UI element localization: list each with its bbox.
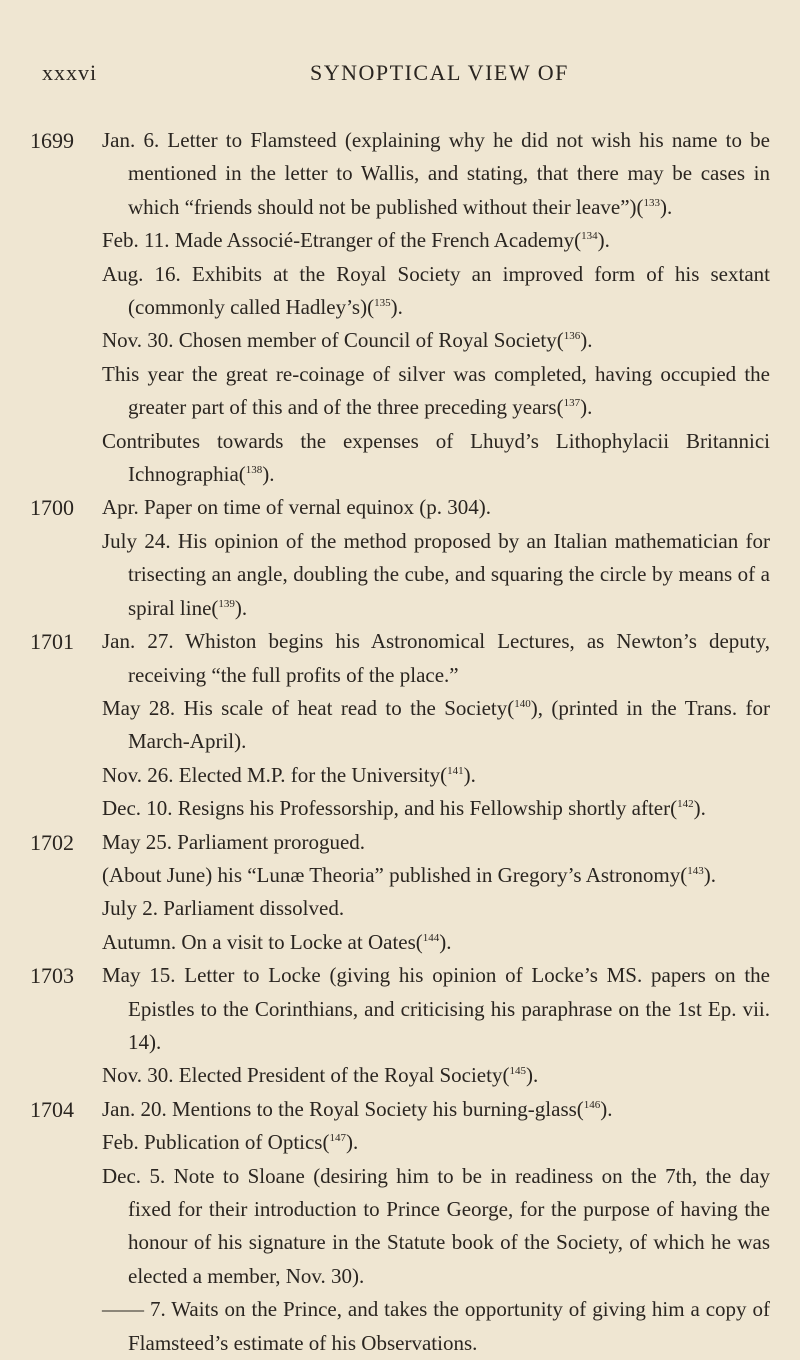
entry-text: —— 7. Waits on the Prince, and takes the opportunity of giving him a copy of Flamsteed’s estimate of his Observations.: [102, 1297, 770, 1355]
chronology-entry: Feb. Publication of Optics($^{147}$).: [102, 1130, 359, 1155]
entry-text: (About June) his “Lunæ Theoria” published in Gregory’s Astronomy: [102, 862, 681, 887]
year-label: 1701: [30, 629, 74, 655]
page-header: [0, 60, 800, 90]
chronology-entry: Contributes towards the expenses of Lhuyd’s Lithophylacii Britannici Ichnographia($^{138}$).: [102, 428, 770, 487]
chronology-body: [0, 124, 800, 1360]
entry-text: July 24. His opinion of the method proposed by an Italian mathematician for trisecting an angle, doubling the cube, and squaring the circle by means of a spiral line: [102, 528, 770, 620]
footnote-ref: 145: [509, 1065, 526, 1078]
chronology-entry: [102, 1293, 770, 1360]
chronology-entry: Dec. 10. Resigns his Professorship, and his Fellowship shortly after($^{142}$).: [102, 796, 706, 821]
chronology-entry: Jan. 6. Letter to Flamsteed (explaining why he did not wish his name to be mentioned in the letter to Wallis, and stating, that there may be cases in which “friends should not be published without their leave”)($^{133}$).: [102, 128, 770, 219]
footnote-ref: 144: [422, 931, 440, 944]
entry-tail: .: [587, 395, 593, 420]
entry-text: Jan. 20. Mentions to the Royal Society his burning-glass: [102, 1096, 577, 1121]
entry-tail: .: [607, 1096, 613, 1121]
footnote-ref: 135: [374, 297, 391, 310]
year-label: 1703: [30, 963, 74, 989]
entry-tail: .: [446, 929, 452, 954]
chronology-entry: [102, 625, 770, 692]
entry-tail: .: [269, 462, 275, 487]
chronology-entry: Aug. 16. Exhibits at the Royal Society an improved form of his sextant (commonly called Hadley’s)($^{135}$).: [102, 261, 770, 320]
chronology-entry: [102, 1160, 770, 1294]
chronology-entry: This year the great re-coinage of silver was completed, having occupied the greater part of this and of the three preceding years($^{137}$).: [102, 361, 770, 420]
entry-tail: .: [667, 194, 673, 219]
chronology-entry: [102, 892, 770, 925]
chronology-entry: [102, 826, 770, 859]
chronology-entry: Nov. 30. Chosen member of Council of Royal Society($^{136}$).: [102, 328, 593, 353]
entry-tail: .: [352, 1130, 359, 1155]
entry-text: Nov. 30. Elected President of the Royal Society: [102, 1063, 503, 1088]
chronology-entry: Jan. 20. Mentions to the Royal Society his burning-glass($^{146}$).: [102, 1096, 613, 1121]
footnote-ref: 147: [329, 1132, 346, 1145]
footnote-ref: 136: [563, 330, 581, 343]
footnote-ref: 141: [447, 764, 464, 777]
entry-list: [102, 491, 770, 625]
entry-list: [102, 1093, 770, 1360]
chronology-entry: Nov. 26. Elected M.P. for the University($^{141}$).: [102, 762, 476, 787]
entry-text: Contributes towards the expenses of Lhuyd’s Lithophylacii Britannici Ichnographia: [102, 428, 770, 487]
entry-text: Feb. Publication of Optics: [102, 1130, 323, 1155]
year-block: [0, 1093, 800, 1360]
entry-text: July 2. Parliament dissolved.: [102, 896, 345, 921]
entry-text: May 28. His scale of heat read to the Society: [102, 695, 508, 720]
entry-text: Nov. 26. Elected M.P. for the University: [102, 762, 441, 787]
chronology-entry: Autumn. On a visit to Locke at Oates($^{144}$).: [102, 929, 452, 954]
running-title: SYNOPTICAL VIEW OF: [310, 60, 569, 85]
entry-tail: .: [532, 1063, 539, 1088]
chronology-entry: (About June) his “Lunæ Theoria” published in Gregory’s Astronomy($^{143}$).: [102, 862, 716, 887]
footnote-ref: 138: [245, 464, 263, 477]
entry-text: Dec. 10. Resigns his Professorship, and his Fellowship shortly after: [102, 796, 671, 821]
entry-text: May 15. Letter to Locke (giving his opinion of Locke’s MS. papers on the Epistles to the Corinthians, and criticising his paraphrase on the 1st Ep. vii. 14).: [102, 963, 770, 1054]
footnote-ref: 133: [643, 196, 661, 209]
page-number: xxxvi: [42, 60, 98, 85]
footnote-ref: 146: [583, 1098, 601, 1111]
entry-text: Jan. 6. Letter to Flamsteed (explaining why he did not wish his name to be mentioned in the letter to Wallis, and stating, that there may be cases in which “friends should not be published without their leave”): [102, 128, 770, 219]
footnote-ref: 137: [563, 397, 581, 410]
footnote-ref: 139: [218, 597, 235, 610]
entry-text: Nov. 30. Chosen member of Council of Royal Society: [102, 328, 557, 353]
year-block: [0, 124, 800, 491]
entry-text: This year the great re-coinage of silver was completed, having occupied the greater part of this and of the three preceding years: [102, 361, 770, 420]
entry-list: [102, 826, 770, 960]
chronology-entry: Nov. 30. Elected President of the Royal Society($^{145}$).: [102, 1063, 539, 1088]
footnote-ref: 143: [687, 864, 704, 877]
chronology-entry: [102, 959, 770, 1059]
year-label: 1700: [30, 495, 74, 521]
entry-text: Feb. 11. Made Associé-Etranger of the French Academy: [102, 228, 575, 253]
entry-tail: .: [604, 228, 610, 253]
entry-text: Autumn. On a visit to Locke at Oates: [102, 929, 416, 954]
year-block: [0, 625, 800, 825]
entry-tail: , (printed in the Trans. for March-April).: [128, 695, 770, 754]
chronology-entry: Feb. 11. Made Associé-Etranger of the French Academy($^{134}$).: [102, 228, 610, 253]
entry-tail: .: [470, 762, 476, 787]
chronology-entry: May 28. His scale of heat read to the Society($^{140}$), (printed in the Trans. for March-April).: [102, 695, 770, 754]
entry-tail: .: [700, 796, 706, 821]
footnote-ref: 134: [581, 230, 598, 243]
year-label: 1702: [30, 829, 74, 855]
entry-list: [102, 124, 770, 491]
year-label: 1699: [30, 128, 74, 153]
entry-text: Aug. 16. Exhibits at the Royal Society an improved form of his sextant (commonly called Hadley’s): [102, 261, 770, 320]
chronology-entry: July 24. His opinion of the method proposed by an Italian mathematician for trisecting an angle, doubling the cube, and squaring the circle by means of a spiral line($^{139}$).: [102, 528, 770, 620]
entry-list: [102, 959, 770, 1093]
chronology-entry: [102, 491, 770, 524]
footnote-ref: 142: [677, 798, 694, 811]
footnote-ref: 140: [514, 697, 531, 710]
entry-text: May 25. Parliament prorogued.: [102, 829, 366, 854]
year-block: [0, 491, 800, 625]
entry-list: [102, 625, 770, 825]
entry-tail: .: [397, 295, 403, 320]
entry-tail: .: [710, 862, 716, 887]
year-block: [0, 826, 800, 960]
entry-tail: .: [241, 595, 248, 620]
entry-text: Dec. 5. Note to Sloane (desiring him to be in readiness on the 7th, the day fixed for their introduction to Prince George, for the purpose of having the honour of his signature in the Statute book of the Society, of which he was elected a member, Nov. 30).: [102, 1163, 770, 1288]
year-label: 1704: [30, 1096, 74, 1122]
entry-text: Apr. Paper on time of vernal equinox (p. 304).: [102, 495, 491, 520]
entry-text: Jan. 27. Whiston begins his Astronomical Lectures, as Newton’s deputy, receiving “the full profits of the place.”: [102, 629, 770, 687]
entry-tail: .: [587, 328, 593, 353]
year-block: [0, 959, 800, 1093]
